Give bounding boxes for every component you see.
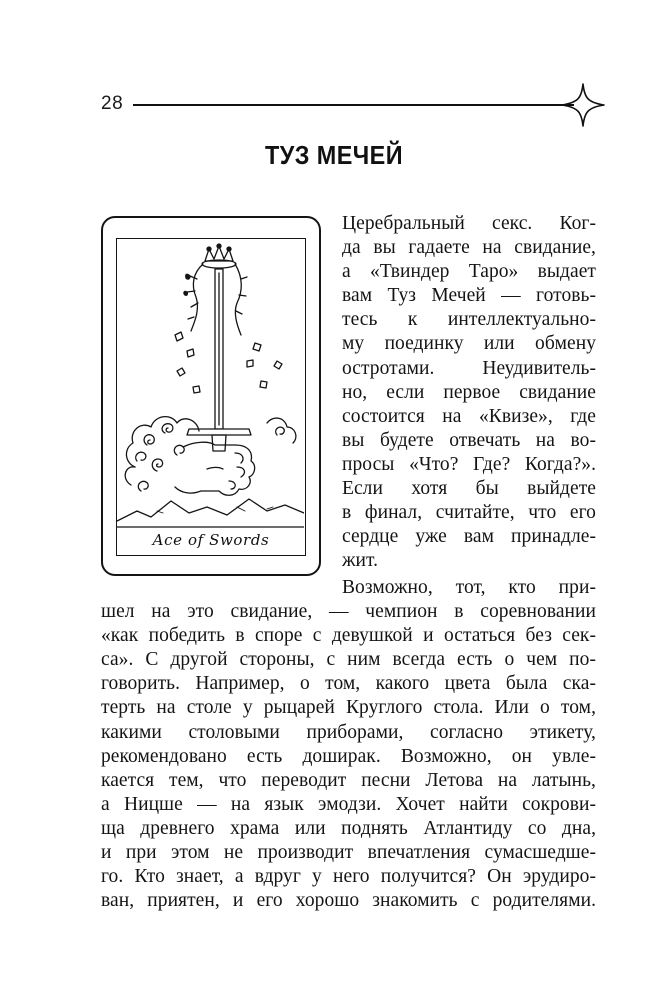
card-caption: Ace of Swords (152, 531, 270, 549)
text-line: состоится на «Квизе», где (342, 405, 596, 427)
wide-text-column (101, 576, 596, 913)
text-line: говорить. Например, о том, какого цвета была ска- (101, 673, 596, 695)
text-line: ща древнего храма или поднять Атлантиду со дна, (101, 817, 596, 839)
chapter-title: ТУЗ МЕЧЕЙ (264, 140, 404, 170)
text-line: сердце уже вам принадле- (342, 526, 596, 548)
four-point-star-icon (560, 82, 606, 128)
text-line: вам Туз Мечей — готовь- (342, 285, 596, 307)
text-line: «как победить в споре с девушкой и остаться без сек- (101, 625, 596, 647)
text-line: Церебральный секс. Ког- (342, 213, 596, 234)
text-line: в финал, считайте, что его (342, 502, 596, 524)
card-illustration (116, 238, 306, 556)
page-number: 28 (101, 93, 124, 114)
text-line: тесь к интеллектуально- (342, 309, 596, 331)
text-line: жит. (342, 550, 379, 572)
text-line: терть на столе у рыцарей Круглого стола. Или о том, (101, 697, 596, 719)
text-line: рекомендовано есть доширак. Возможно, он увле- (101, 745, 596, 767)
text-line: вы будете отвечать на во- (342, 429, 596, 451)
text-line: кается тем, что переводит песни Летова на латынь, (101, 769, 596, 791)
side-text-column (342, 212, 596, 573)
text-line: шел на это свидание, — чемпион в соревновании (101, 601, 596, 623)
text-line: но, если первое свидание (342, 381, 596, 403)
text-line: а «Твиндер Таро» выдает (342, 261, 596, 283)
text-line: какими столовыми приборами, согласно этикету, (101, 721, 596, 743)
text-line: го. Кто знает, а вдруг у него получится? Он эрудиро- (101, 866, 596, 888)
text-line: а Ницше — на язык эмодзи. Хочет найти сокрови- (101, 793, 596, 815)
text-line: са». С другой стороны, с ним всегда есть о чем по- (101, 649, 596, 671)
text-line: ван, приятен, и его хорошо знакомить с родителями. (101, 890, 596, 912)
text-line: остротами. Неудивитель- (342, 357, 596, 379)
hand-holding-sword-icon (117, 239, 304, 554)
text-line: Возможно, тот, кто при- (342, 577, 596, 598)
text-line: му поединку или обмену (342, 333, 596, 355)
text-line: просы «Что? Где? Когда?». (342, 453, 596, 475)
header-rule (133, 104, 574, 106)
text-line: да вы гадаете на свидание, (342, 237, 596, 259)
text-line: и при этом не производит впечатления сумасшедше- (101, 842, 596, 864)
text-line: Если хотя бы выйдете (342, 478, 596, 500)
tarot-card (101, 216, 321, 576)
